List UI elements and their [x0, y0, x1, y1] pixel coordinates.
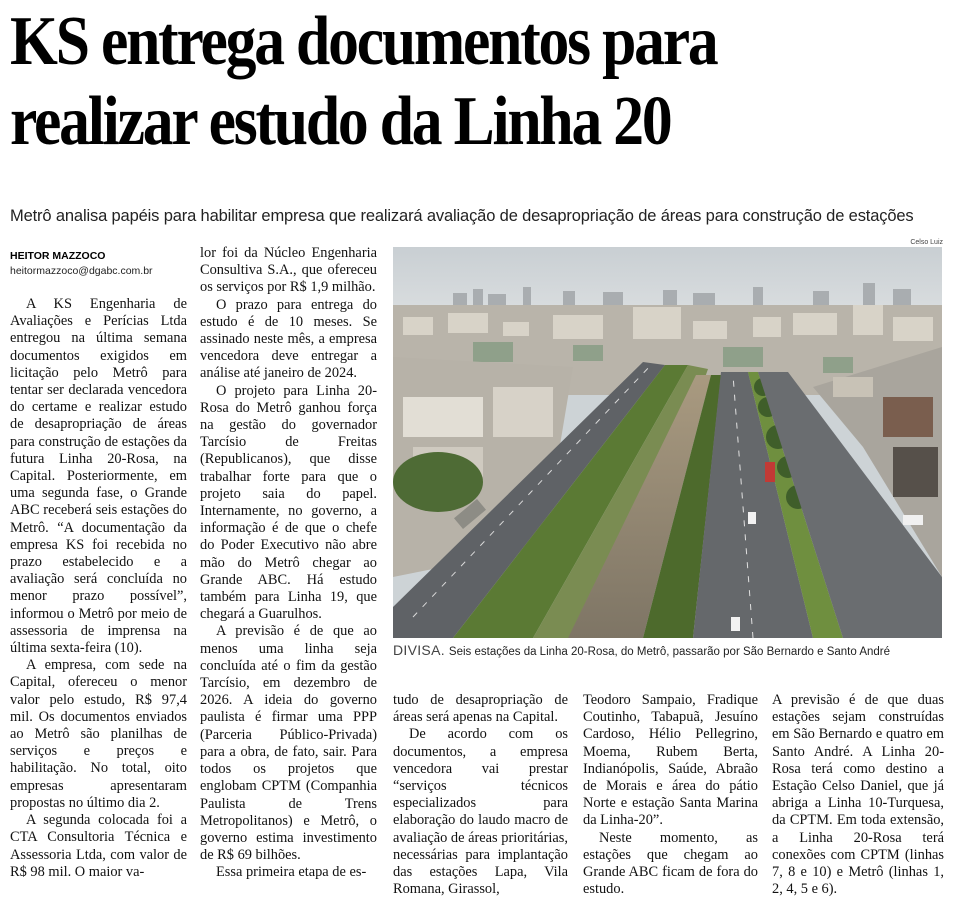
- paragraph: Neste momento, as estações que chegam ao Grande ABC ficam de fora do estudo.: [583, 829, 758, 898]
- paragraph: lor foi da Núcleo Engenharia Consultiva S.A., que ofereceu os serviços por R$ 1,9 milhão.: [200, 245, 377, 296]
- subheadline: Metrô analisa papéis para habilitar empresa que realizará avaliação de desapropriação de áreas para construção de estações: [10, 207, 914, 225]
- paragraph: A previsão é de que duas estações sejam construídas em São Bernardo e quatro em Santo André. A Linha 20-Rosa terá como destino a Estação Celso Daniel, que já abriga a Linha 10-Turquesa, da CPTM. Em toda extensão, a Linha 20-Rosa terá conexões com CPTM (linhas 7, 8 e 10) e Metrô (linhas 1, 2, 4, 5 e 6).: [772, 692, 944, 898]
- photo-caption: [393, 643, 942, 659]
- author-byline: HEITOR MAZZOCO: [10, 250, 106, 262]
- article-column-1: [10, 296, 187, 881]
- caption-text: Seis estações da Linha 20-Rosa, do Metrô, passarão por São Bernardo e Santo André: [448, 646, 891, 658]
- caption-lead: DIVISA.: [393, 642, 445, 658]
- paragraph: Teodoro Sampaio, Fradique Coutinho, Tabapuã, Jesuíno Cardoso, Hélio Pellegrino, Moema, Rubem Berta, Indianópolis, Saúde, Abraão de Morais e área do pátio Norte e estação Santa Marina da Linha-20”.: [583, 692, 758, 829]
- paragraph: Essa primeira etapa de es-: [216, 864, 367, 881]
- author-email: heitormazzoco@dgabc.com.br: [10, 265, 153, 277]
- headline: [10, 2, 952, 162]
- article-column-5: [772, 692, 944, 898]
- paragraph: tudo de desapropriação de áreas será apenas na Capital.: [393, 692, 568, 726]
- paragraph: O prazo para entrega do estudo é de 10 meses. Se assinado neste mês, a empresa vencedora deve entregar a análise até janeiro de 2024.: [200, 296, 377, 382]
- aerial-photo-illustration: [393, 247, 942, 638]
- paragraph: A empresa, com sede na Capital, ofereceu o menor valor pelo estudo, R$ 97,4 mil. Os documentos enviados ao Metrô são planilhas de serviços e preços e habilitação. No total, oito empresas apresentaram propostas no último dia 2.: [10, 657, 187, 811]
- paragraph: A KS Engenharia de Avaliações e Perícias Ltda entregou na última semana documentos exigidos em licitação pelo Metrô para tentar ser declarada vencedora do certame e realizar estudo de desapropriação de áreas para construção de estações da futura Linha 20-Rosa, na Capital. Posteriormente, em uma segunda fase, o Grande ABC receberá seis estações do Metrô. “A documentação da empresa KS foi recebida no prazo estabelecido e a avaliação será concluída no menor prazo possível”, informou o Metrô por meio de assessoria de imprensa na última sexta-feira (10).: [10, 296, 187, 657]
- aerial-photo: [393, 247, 942, 638]
- paragraph: A segunda colocada foi a CTA Consultoria Técnica e Assessoria Ltda, com valor de R$ 98 mil. O maior va-: [10, 812, 187, 880]
- article-column-2: [200, 245, 377, 882]
- article-column-4: [583, 692, 758, 898]
- headline-line-1: KS entrega documentos para: [10, 3, 717, 80]
- paragraph: De acordo com os documentos, a empresa vencedora vai prestar “serviços técnicos especializados para elaboração do laudo macro de avaliação de áreas prioritárias, necessárias para implantação das estações Lapa, Vila Romana, Girassol,: [393, 726, 568, 898]
- headline-line-2: realizar estudo da Linha 20: [10, 83, 671, 160]
- photo-credit: Celso Luiz: [910, 239, 943, 246]
- article-column-3: [393, 692, 568, 898]
- paragraph: O projeto para Linha 20-Rosa do Metrô ganhou força na gestão do governador Tarcísio de Freitas (Republicanos), que disse trabalhar forte para que o projeto saia do papel. Internamente, no governo, a informação é de que o chefe do Poder Executivo não abre mão do Metrô chegar ao Grande ABC. Há estudo também para Linha 19, que chegará a Guarulhos.: [200, 382, 377, 623]
- paragraph: A previsão é de que ao menos uma linha seja concluída até o fim da gestão Tarcísio, em dezembro de 2026. A ideia do governo paulista é firmar uma PPP (Parceria Público-Privada) para a obra, de fato, sair. Para todos os projetos que englobam CPTM (Companhia Paulista de Trens Metropolitanos) e Metrô, o governo estima investimento de R$ 69 bilhões.: [200, 623, 377, 864]
